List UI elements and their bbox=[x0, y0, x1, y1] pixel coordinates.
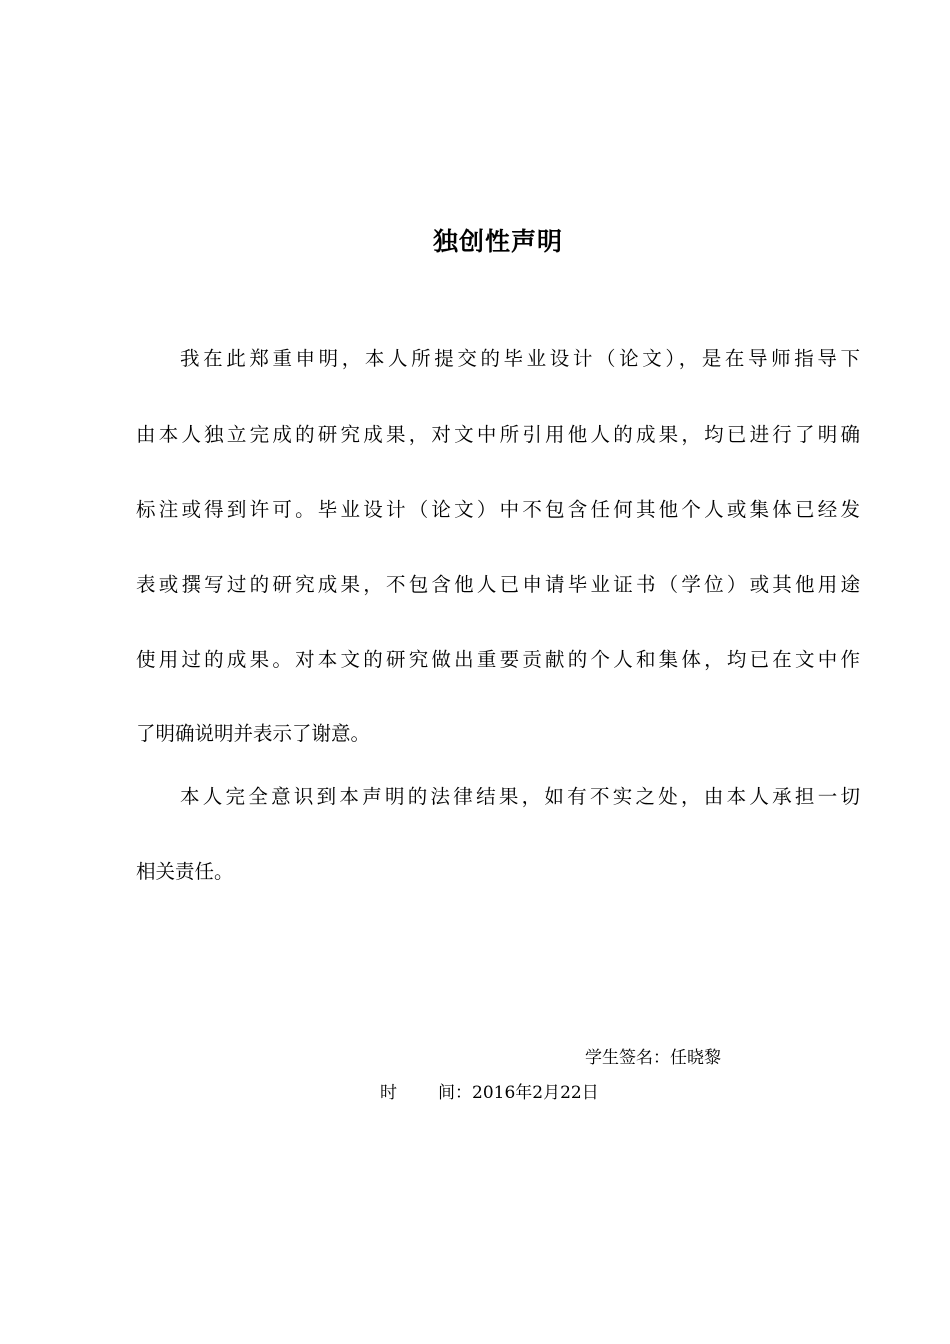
paragraph-1-line: 了明确说明并表示了谢意。 bbox=[136, 722, 371, 745]
paragraph-1-line: 表或撰写过的研究成果，不包含他人已申请毕业证书（学位）或其他用途 bbox=[136, 573, 860, 596]
paragraph-1-line: 标注或得到许可。毕业设计（论文）中不包含任何其他个人或集体已经发 bbox=[136, 498, 860, 521]
date-label-first: 时 bbox=[380, 1083, 397, 1103]
date-label-second: 间： bbox=[438, 1083, 472, 1103]
date-line bbox=[380, 1078, 599, 1103]
paragraph-1-line: 我在此郑重申明，本人所提交的毕业设计（论文），是在导师指导下 bbox=[180, 347, 860, 370]
paragraph-1-line: 使用过的成果。对本文的研究做出重要贡献的个人和集体，均已在文中作 bbox=[136, 648, 860, 671]
paragraph-1-line: 由本人独立完成的研究成果，对文中所引用他人的成果，均已进行了明确 bbox=[136, 423, 860, 446]
student-signature: 学生签名：任晓黎 bbox=[585, 1048, 721, 1068]
page-title: 独创性声明 bbox=[432, 227, 563, 256]
date-value: 2016年2月22日 bbox=[472, 1083, 599, 1103]
paragraph-2-line: 本人完全意识到本声明的法律结果，如有不实之处，由本人承担一切 bbox=[180, 785, 860, 808]
paragraph-2-line: 相关责任。 bbox=[136, 860, 234, 883]
